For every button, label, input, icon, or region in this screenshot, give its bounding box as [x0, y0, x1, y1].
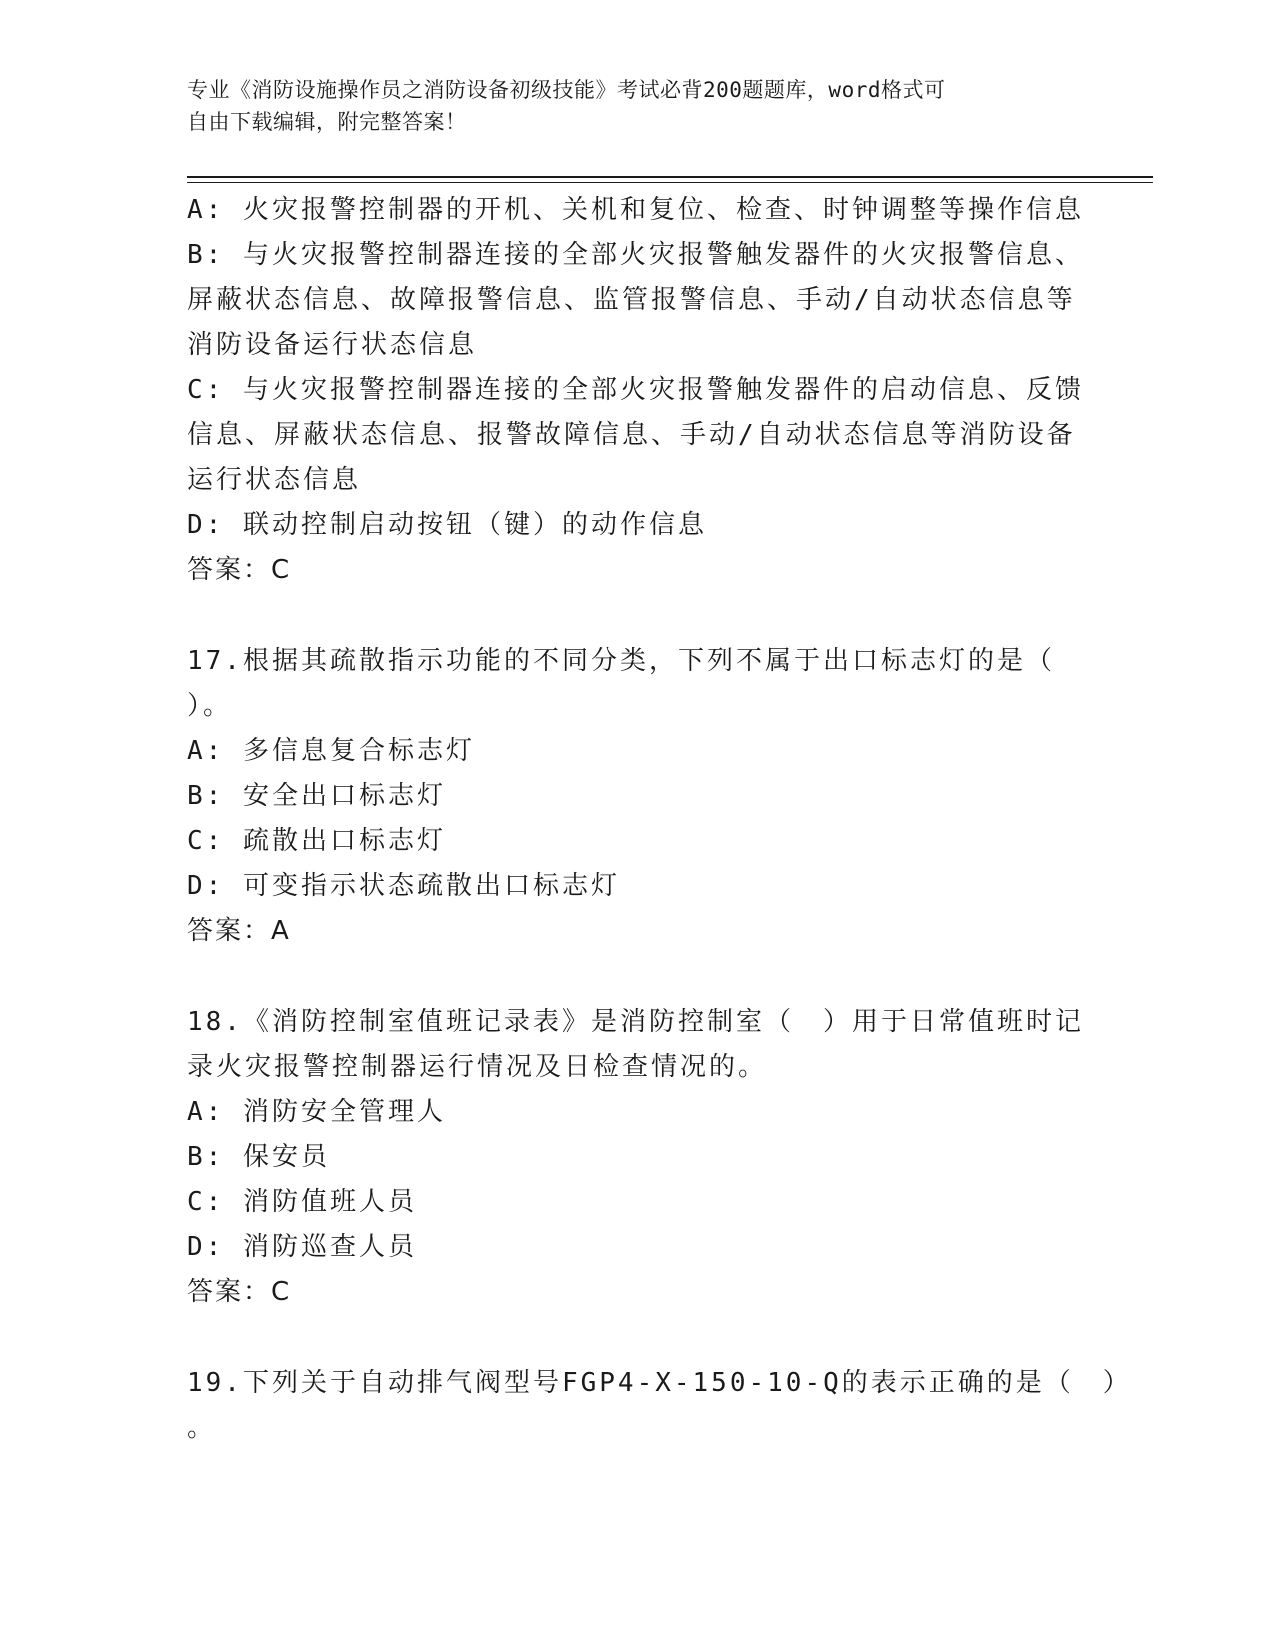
- header-divider: [187, 176, 1153, 183]
- question-stem-line-2: ）。: [187, 691, 233, 721]
- option-b-line-2: 屏蔽状态信息、故障报警信息、监管报警信息、手动/自动状态信息等: [187, 285, 1076, 315]
- option-a: A: 消防安全管理人: [187, 1097, 446, 1127]
- question-stem-line-1: 19.下列关于自动排气阀型号FGP4-X-150-10-Q的表示正确的是（ ）: [187, 1368, 1132, 1398]
- answer-17: 答案：A: [187, 916, 291, 946]
- question-18: [187, 1000, 1087, 1315]
- answer-18: 答案：C: [187, 1277, 292, 1307]
- header-title-line-2: 自由下载编辑，附完整答案！: [187, 110, 467, 134]
- option-b: B: 保安员: [187, 1142, 330, 1172]
- answer-16: 答案：C: [187, 555, 292, 585]
- spacer: [187, 954, 1087, 1000]
- option-c-line-2: 信息、屏蔽状态信息、报警故障信息、手动/自动状态信息等消防设备: [187, 420, 1076, 450]
- question-19: [187, 1361, 1132, 1451]
- header-title-line-1: 专业《消防设施操作员之消防设备初级技能》考试必背200题题库，word格式可: [187, 78, 946, 102]
- question-stem-line-2: 录火灾报警控制器运行情况及日检查情况的。: [187, 1052, 768, 1082]
- option-c: C: 疏散出口标志灯: [187, 826, 446, 856]
- option-b-line-3: 消防设备运行状态信息: [187, 330, 478, 360]
- question-stem-line-1: 18.《消防控制室值班记录表》是消防控制室（ ）用于日常值班时记: [187, 1007, 1084, 1037]
- question-content: [187, 188, 1132, 1451]
- spacer: [187, 593, 1087, 639]
- question-16-options: [187, 188, 1087, 593]
- question-stem-line-1: 17.根据其疏散指示功能的不同分类，下列不属于出口标志灯的是（: [187, 646, 1055, 676]
- option-d: D: 可变指示状态疏散出口标志灯: [187, 871, 620, 901]
- option-c-line-3: 运行状态信息: [187, 465, 362, 495]
- spacer: [187, 1315, 1087, 1361]
- question-stem-line-2: 。: [187, 1413, 217, 1443]
- option-b: B: 安全出口标志灯: [187, 781, 446, 811]
- option-c-line-1: C: 与火灾报警控制器连接的全部火灾报警触发器件的启动信息、反馈: [187, 375, 1084, 405]
- option-a: A: 多信息复合标志灯: [187, 736, 475, 766]
- option-b-line-1: B: 与火灾报警控制器连接的全部火灾报警触发器件的火灾报警信息、: [187, 240, 1084, 270]
- document-header: [187, 74, 1067, 138]
- option-d: D: 消防巡查人员: [187, 1232, 417, 1262]
- option-d: D: 联动控制启动按钮（键）的动作信息: [187, 510, 707, 540]
- option-a: A: 火灾报警控制器的开机、关机和复位、检查、时钟调整等操作信息: [187, 195, 1084, 225]
- option-c: C: 消防值班人员: [187, 1187, 417, 1217]
- question-17: [187, 639, 1087, 954]
